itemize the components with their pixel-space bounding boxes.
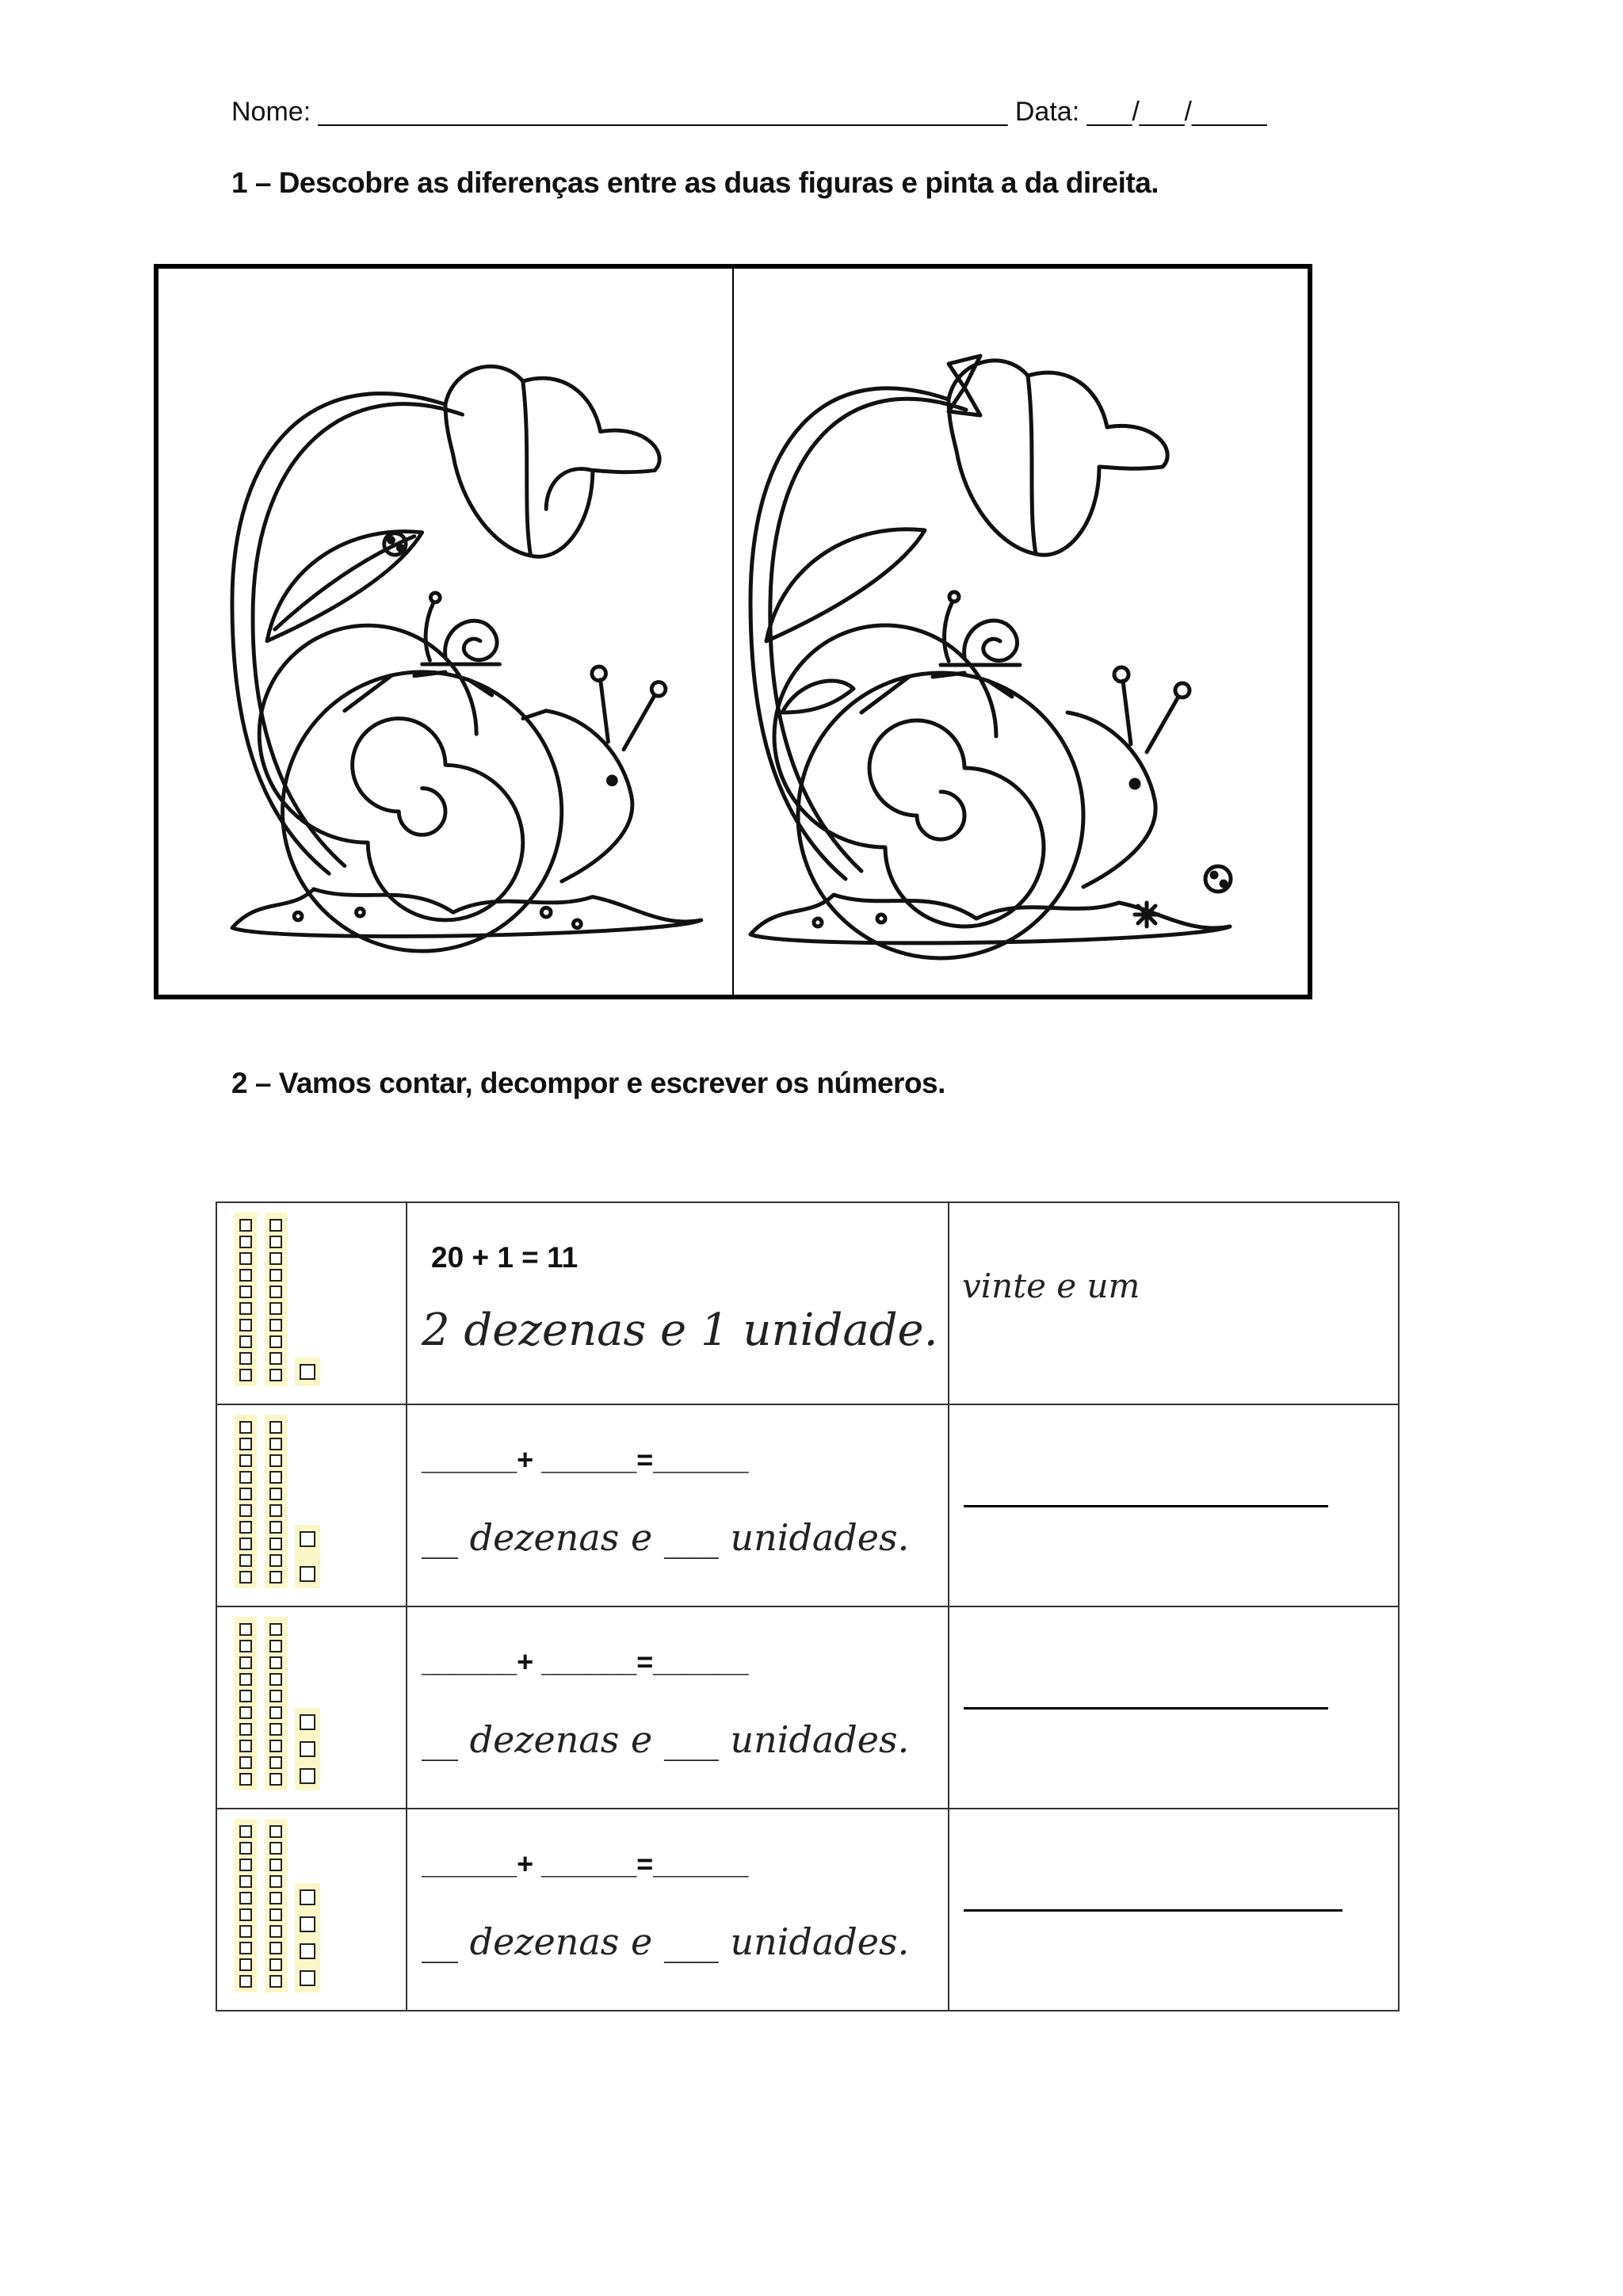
unit-square <box>269 1756 282 1769</box>
unit-square <box>269 1842 282 1855</box>
unit-square <box>269 1875 282 1888</box>
unit-square <box>269 1623 282 1636</box>
unit-square <box>239 1335 252 1348</box>
unit-square <box>269 1352 282 1365</box>
unit-square <box>239 1859 252 1871</box>
unit-square <box>269 1958 282 1971</box>
unit-square <box>269 1892 282 1904</box>
unit-square <box>239 1723 252 1736</box>
unit-cubes <box>295 1883 320 1992</box>
unit-square <box>269 1319 282 1331</box>
unit-square <box>269 1554 282 1567</box>
unit-square <box>269 1421 282 1434</box>
question-2-title: 2 – Vamos contar, decompor e escrever os números. <box>231 1067 945 1099</box>
unit-square <box>239 1369 252 1381</box>
equation[interactable]: ______+ ______=______ <box>422 1443 749 1476</box>
unit-square <box>269 1773 282 1786</box>
unit-square <box>239 1236 252 1248</box>
unit-square <box>239 1640 252 1652</box>
unit-square <box>269 1236 282 1248</box>
unit-square <box>239 1623 252 1636</box>
unit-square <box>239 1454 252 1467</box>
unit-square <box>239 1438 252 1450</box>
unit-square <box>269 1219 282 1232</box>
table-row <box>216 1606 1399 1809</box>
unit-square <box>269 1335 282 1348</box>
unit-square <box>239 1958 252 1971</box>
decomposition-cell <box>407 1404 949 1606</box>
unit-square <box>239 1825 252 1838</box>
unit-square <box>239 1352 252 1365</box>
unit-cubes <box>295 1708 320 1790</box>
ten-rod <box>265 1617 287 1790</box>
unit-square <box>269 1706 282 1719</box>
unit-square <box>239 1521 252 1534</box>
unit-square <box>269 1908 282 1921</box>
unit-cube <box>300 1531 315 1547</box>
decomposition-text[interactable]: __ dezenas e ___ unidades. <box>422 1920 910 1963</box>
unit-square <box>239 1252 252 1265</box>
unit-cube <box>300 1970 315 1986</box>
base-ten-blocks-cell <box>216 1404 407 1606</box>
decomposition-cell <box>407 1202 949 1404</box>
unit-square <box>239 1706 252 1719</box>
unit-square <box>239 1892 252 1904</box>
right-snail-picture <box>732 269 1308 995</box>
unit-square <box>239 1571 252 1584</box>
unit-cube <box>300 1364 315 1380</box>
unit-square <box>239 1219 252 1232</box>
unit-square <box>269 1286 282 1298</box>
unit-square <box>269 1825 282 1838</box>
unit-square <box>269 1252 282 1265</box>
ten-rod <box>265 1213 287 1386</box>
ten-rod <box>235 1213 257 1386</box>
table-row <box>216 1202 1399 1404</box>
unit-square <box>269 1488 282 1500</box>
unit-square <box>269 1942 282 1954</box>
ten-rod <box>235 1819 257 1992</box>
unit-square <box>269 1640 282 1652</box>
decomposition-text[interactable]: __ dezenas e ___ unidades. <box>422 1516 910 1559</box>
spot-the-difference-frame <box>154 264 1312 999</box>
unit-square <box>269 1471 282 1484</box>
unit-square <box>239 1773 252 1786</box>
unit-square <box>239 1942 252 1954</box>
decomposition-text[interactable]: __ dezenas e ___ unidades. <box>422 1718 910 1761</box>
unit-square <box>239 1319 252 1331</box>
unit-square <box>269 1723 282 1736</box>
unit-cube <box>300 1943 315 1959</box>
unit-square <box>239 1538 252 1550</box>
unit-cube <box>300 1714 315 1730</box>
answer-line[interactable] <box>964 1505 1328 1507</box>
unit-square <box>269 1538 282 1550</box>
unit-square <box>239 1673 252 1686</box>
unit-square <box>239 1302 252 1315</box>
unit-square <box>239 1842 252 1855</box>
base-ten-blocks <box>235 1819 320 1992</box>
unit-square <box>239 1908 252 1921</box>
unit-square <box>269 1975 282 1988</box>
ten-rod <box>265 1415 287 1588</box>
number-words-cell <box>949 1606 1399 1809</box>
unit-cube <box>300 1916 315 1932</box>
unit-square <box>239 1421 252 1434</box>
unit-square <box>239 1286 252 1298</box>
unit-square <box>239 1554 252 1567</box>
base-ten-blocks-cell <box>216 1202 407 1404</box>
base-ten-blocks-cell <box>216 1809 407 2011</box>
base-ten-blocks <box>235 1415 320 1588</box>
unit-cubes <box>295 1525 320 1588</box>
decomposition-cell <box>407 1606 949 1809</box>
unit-cube <box>300 1889 315 1905</box>
unit-square <box>269 1521 282 1534</box>
number-in-words: vinte e um <box>962 1266 1140 1305</box>
unit-square <box>269 1571 282 1584</box>
date-field[interactable]: ___/___/_____ <box>1086 97 1267 127</box>
unit-square <box>269 1369 282 1381</box>
number-words-cell <box>949 1809 1399 2011</box>
unit-square <box>239 1488 252 1500</box>
unit-square <box>239 1269 252 1282</box>
decomposition-cell <box>407 1809 949 2011</box>
unit-square <box>269 1673 282 1686</box>
unit-cube <box>300 1768 315 1784</box>
table-row <box>216 1404 1399 1606</box>
unit-square <box>269 1859 282 1871</box>
name-label: Nome: <box>231 97 311 127</box>
number-words-cell <box>949 1202 1399 1404</box>
unit-square <box>269 1925 282 1938</box>
unit-square <box>269 1438 282 1450</box>
ten-rod <box>235 1617 257 1790</box>
unit-square <box>239 1471 252 1484</box>
equation[interactable]: ______+ ______=______ <box>422 1847 749 1880</box>
unit-square <box>269 1302 282 1315</box>
unit-square <box>239 1690 252 1702</box>
unit-square <box>239 1875 252 1888</box>
unit-cube <box>300 1741 315 1757</box>
table-row <box>216 1809 1399 2011</box>
unit-square <box>239 1656 252 1669</box>
unit-square <box>269 1740 282 1752</box>
unit-square <box>239 1740 252 1752</box>
base-ten-blocks <box>235 1617 320 1790</box>
base-ten-blocks-cell <box>216 1606 407 1809</box>
unit-cubes <box>295 1358 320 1386</box>
name-date-line <box>231 97 1267 136</box>
date-label: Data: <box>1014 97 1080 127</box>
ten-rod <box>265 1819 287 1992</box>
number-words-cell <box>949 1404 1399 1606</box>
equation[interactable]: ______+ ______=______ <box>422 1645 749 1678</box>
question-1-title: 1 – Descobre as diferenças entre as duas figuras e pinta a da direita. <box>231 166 1159 199</box>
unit-square <box>239 1756 252 1769</box>
unit-square <box>269 1454 282 1467</box>
answer-line[interactable] <box>964 1707 1328 1710</box>
unit-square <box>269 1656 282 1669</box>
left-snail-picture <box>158 269 732 995</box>
equation: 20 + 1 = 11 <box>431 1241 579 1274</box>
unit-square <box>239 1975 252 1988</box>
ten-rod <box>235 1415 257 1588</box>
answer-line[interactable] <box>964 1909 1342 1912</box>
unit-square <box>269 1690 282 1702</box>
counting-table <box>216 1201 1400 2011</box>
decomposition-text: 2 dezenas e 1 unidade. <box>422 1305 938 1356</box>
name-field[interactable]: ______________________________________________ <box>318 97 1008 127</box>
base-ten-blocks <box>235 1213 320 1386</box>
unit-square <box>269 1504 282 1517</box>
unit-square <box>269 1269 282 1282</box>
unit-square <box>239 1925 252 1938</box>
unit-cube <box>300 1566 315 1582</box>
unit-square <box>239 1504 252 1517</box>
